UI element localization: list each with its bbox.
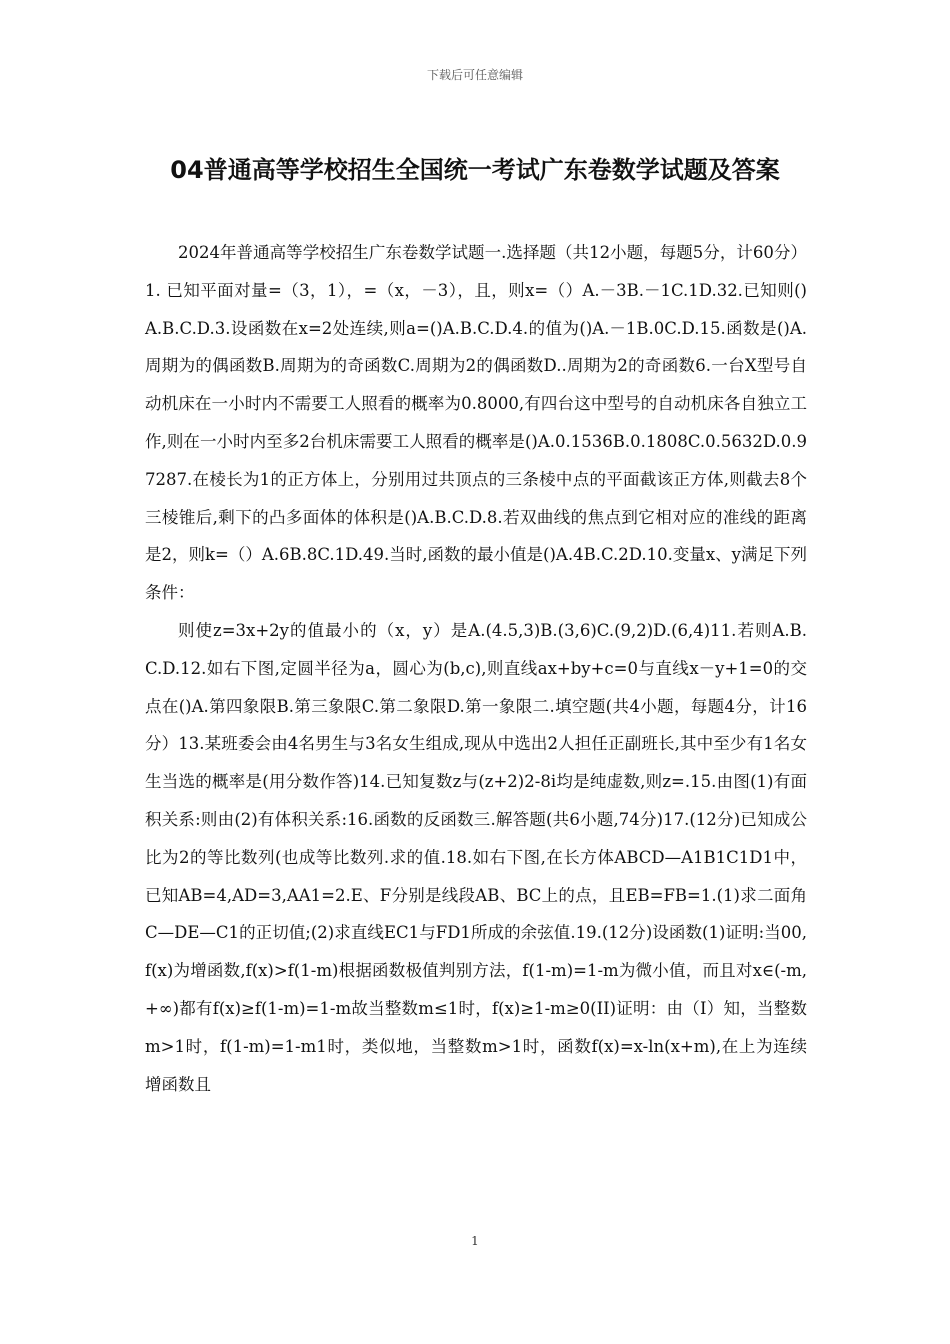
page-number: 1 — [471, 1234, 479, 1248]
document-title: 04普通高等学校招生全国统一考试广东卷数学试题及答案 — [170, 156, 780, 184]
document-body — [145, 234, 807, 1103]
body-paragraph-1: 2024年普通高等学校招生广东卷数学试题一.选择题（共12小题，每题5分，计60分）1. 已知平面对量=（3，1），=（x，－3），且，则x=（）A.－3B.－1C.1D.32.已知则()A.B.C.D.3.设函数在x=2处连续,则a=()A.B.C.D.4.的值为()A.－1B.0C.D.15.函数是()A.周期为的偶函数B.周期为的奇函数C.周期为2的偶函数D..周期为2的奇函数6.一台X型号自动机床在一小时内不需要工人照看的概率为0.8000,有四台这中型号的自动机床各自独立工作,则在一小时内至多2台机床需要工人照看的概率是()A.0.1536B.0.1808C.0.5632D.0.97287.在棱长为1的正方体上，分别用过共顶点的三条棱中点的平面截该正方体,则截去8个三棱锥后,剩下的凸多面体的体积是()A.B.C.D.8.若双曲线的焦点到它相对应的准线的距离是2，则k=（）A.6B.8C.1D.49.当时,函数的最小值是()A.4B.C.2D.10.变量x、y满足下列条件： — [145, 243, 807, 603]
body-paragraph-2: 则使z=3x+2y的值最小的（x，y）是A.(4.5,3)B.(3,6)C.(9,2)D.(6,4)11.若则A.B.C.D.12.如右下图,定圆半径为a，圆心为(b,c),则直线ax+by+c=0与直线x－y+1=0的交点在()A.第四象限B.第三象限C.第二象限D.第一象限二.填空题(共4小题，每题4分，计16分）13.某班委会由4名男生与3名女生组成,现从中选出2人担任正副班长,其中至少有1名女生当选的概率是(用分数作答)14.已知复数z与(z+2)2-8i均是纯虚数,则z=.15.由图(1)有面积关系:则由(2)有体积关系:16.函数的反函数三.解答题(共6小题,74分)17.(12分)已知成公比为2的等比数列(也成等比数列.求的值.18.如右下图,在长方体ABCD—A1B1C1D1中，已知AB=4,AD=3,AA1=2.E、F分别是线段AB、BC上的点，且EB=FB=1.(1)求二面角C—DE—C1的正切值;(2)求直线EC1与FD1所成的余弦值.19.(12分)设函数(1)证明:当00,f(x)为增函数,f(x)>f(1-m)根据函数极值判别方法，f(1-m)=1-m为微小值，而且对x∈(-m,+∞)都有f(x)≥f(1-m)=1-m故当整数m≤1时，f(x)≥1-m≥0(II)证明：由（I）知，当整数m>1时，f(1-m)=1-m1时，类似地，当整数m>1时，函数f(x)=x-ln(x+m),在上为连续增函数且 — [145, 620, 807, 1094]
header-note: 下载后可任意编辑 — [426, 68, 523, 82]
